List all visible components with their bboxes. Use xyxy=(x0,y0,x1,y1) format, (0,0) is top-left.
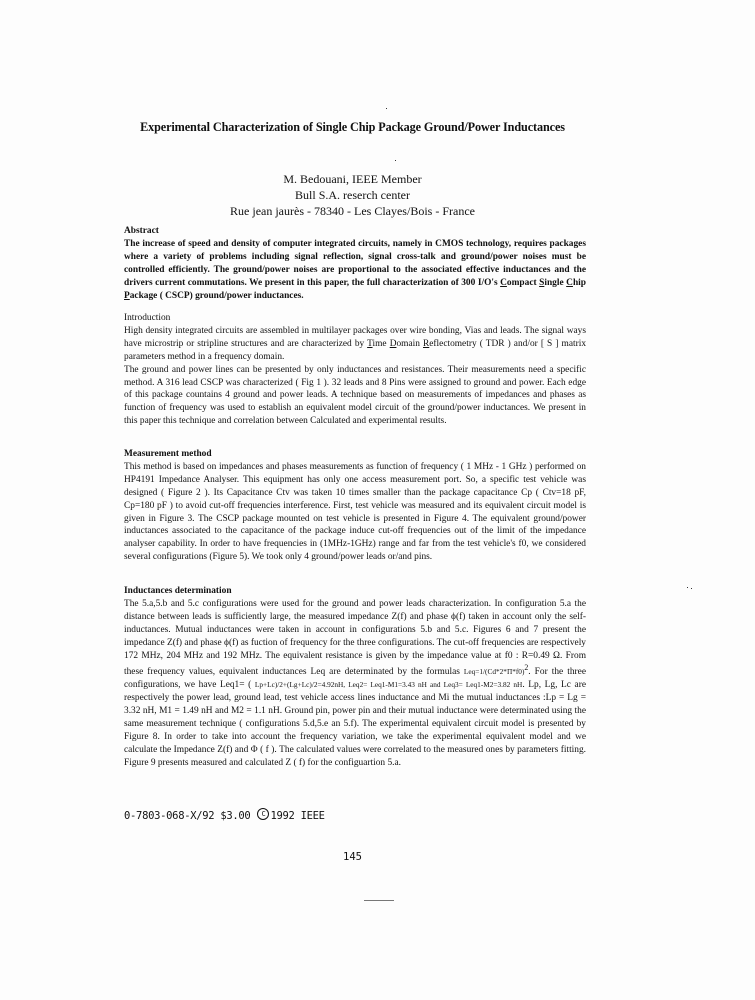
inductances-heading: Inductances determination xyxy=(124,586,232,596)
scan-speck xyxy=(364,900,394,901)
introduction-section xyxy=(124,312,586,428)
copyright-year: 1992 IEEE xyxy=(270,810,325,822)
author-block xyxy=(0,171,705,219)
abstract-body: The increase of speed and density of computer integrated circuits, namely in CMOS technology, requires packages where a variety of problems including signal reflection, signal cross-talk and ground/power noises must be controlled efficiently. The ground/power noises are proportional to the associated effective inductances and the drivers current commutations. We present in this paper, the full characterization of 300 I/O's Compact Single Chip Package ( CSCP) ground/power inductances. xyxy=(124,238,586,301)
isbn-price: 0-7803-068-X/92 $3.00 xyxy=(124,810,257,822)
abstract-heading: Abstract xyxy=(124,226,159,236)
measurement-body: This method is based on impedances and phases measurements as function of frequency ( 1 MHz - 1 GHz ) performed on HP4191 Impedance Analyser. This equipment has only one access measurement port. So, a specific test vehicle was designed ( Figure 2 ). Its Capacitance Ctv was taken 10 times smaller than the package capacitance Cp ( Ctv=18 pF, Cp=180 pF ) to avoid cut-off frequencies interference. First, test vehicle was measured and its equivalent circuit model is given in Figure 3. The CSCP package mounted on test vehicle is presented in Figure 4. The equivalent ground/power inductances associated to the capacitance of the package induce cut-off frequencies out of the limit of the impedance analyser capability. In order to have frequencies in (1MHz-1GHz) range and far from the test vehicle's f0, we considered several configurations (Figure 5). We took only 4 ground/power leads or/and pins. xyxy=(124,461,586,563)
measurement-section xyxy=(124,448,586,564)
inductances-body: The 5.a,5.b and 5.c configurations were used for the ground and power leads characterization. In configuration 5.a the distance between leads is sufficiently large, the measured impedance Z(f) and phase ϕ(f) taken in account only the self-inductances. Mutual inductances were taken in account in configurations 5.b and 5.c. Figures 6 and 7 present the impedance Z(f) and phase ϕ(f) as fuction of frequency for the three configurations. The cut-off frequencies are respectively 172 MHz, 204 MHz and 192 MHz. The equivalent resistance is given by the impedance value at f0 : R=0.49 Ω. From these frequency values, equivalent inductances Leq are determinated by the formulas $Leq=1/(Cd*2*\Pi*f0)^2$. For the three configurations, we have Leq1= ( Lp+Lc)/2+(Lg+Lc)/2=4.92nH, Leq2= Leq1-M1=3.43 nH and Leq3= Leq1-M2=3.82 nH. Lp, Lg, Lc are respectively the power lead, ground lead, test vehicle access lines inductance and Mi the mutual inductances :Lp = Lg = 3.32 nH, M1 = 1.49 nH and M2 = 1.1 nH. Ground pin, power pin and their mutual inductance were determinated using the same measurement technique ( configurations 5.d,5.e an 5.f). The experimental equivalent circuit model is presented by Figure 8. In order to take into account the frequency variation, we take the experimental equivalent model and we calculate the Impedance Z(f) and Φ ( f ). The calculated values were correlated to the measured ones by parameters fitting. Figure 9 presents measured and calculated Z ( f) for the configuartion 5.a. xyxy=(124,598,586,768)
leq-values: Lp+Lc)/2+(Lg+Lc)/2=4.92nH, Leq2= Leq1-M1=3.43 nH and Leq3= Leq1-M2=3.82 nH xyxy=(254,680,523,690)
author-address: Rue jean jaurès - 78340 - Les Clayes/Bois - France xyxy=(230,204,475,218)
introduction-paragraph-1: High density integrated circuits are assembled in multilayer packages over wire bonding, Vias and leads. The signal ways have microstrip or stripline structures and are characterized by Time Domain Reflectometry ( TDR ) and/or [ S ] matrix parameters method in a frequency domain. xyxy=(124,325,587,362)
scan-speck xyxy=(395,160,396,161)
page-number: 145 xyxy=(343,851,362,863)
scan-speck xyxy=(687,587,688,588)
author-name: M. Bedouani, IEEE Member xyxy=(283,172,422,186)
introduction-heading: Introduction xyxy=(124,313,171,323)
introduction-paragraph-2: The ground and power lines can be presented by only inductances and resistances. Their measurements need a specific method. A 316 lead CSCP was characterized ( Fig 1 ). 32 leads and 8 Pins were assigned to ground and power. Each edge of this package countains 4 ground and power leads. A technique based on measurements of impedances and phases as function of frequency was used to establish an equivalent model circuit of the ground/power inductances. We present in this paper this technique and correlation between Calculated and experimental results. xyxy=(124,364,586,427)
paper-title: Experimental Characterization of Single Chip Package Ground/Power Inductances xyxy=(140,120,565,134)
author-affiliation: Bull S.A. reserch center xyxy=(295,188,410,202)
scan-speck xyxy=(691,588,692,589)
abstract-section xyxy=(124,225,586,302)
leq-formula: Leq=1/(Cd*2*Π*f0) xyxy=(463,667,525,677)
scan-speck xyxy=(386,108,387,109)
copyright-icon: C xyxy=(257,808,269,820)
inductances-section xyxy=(124,585,586,770)
copyright-line xyxy=(124,808,325,822)
measurement-heading: Measurement method xyxy=(124,449,212,459)
